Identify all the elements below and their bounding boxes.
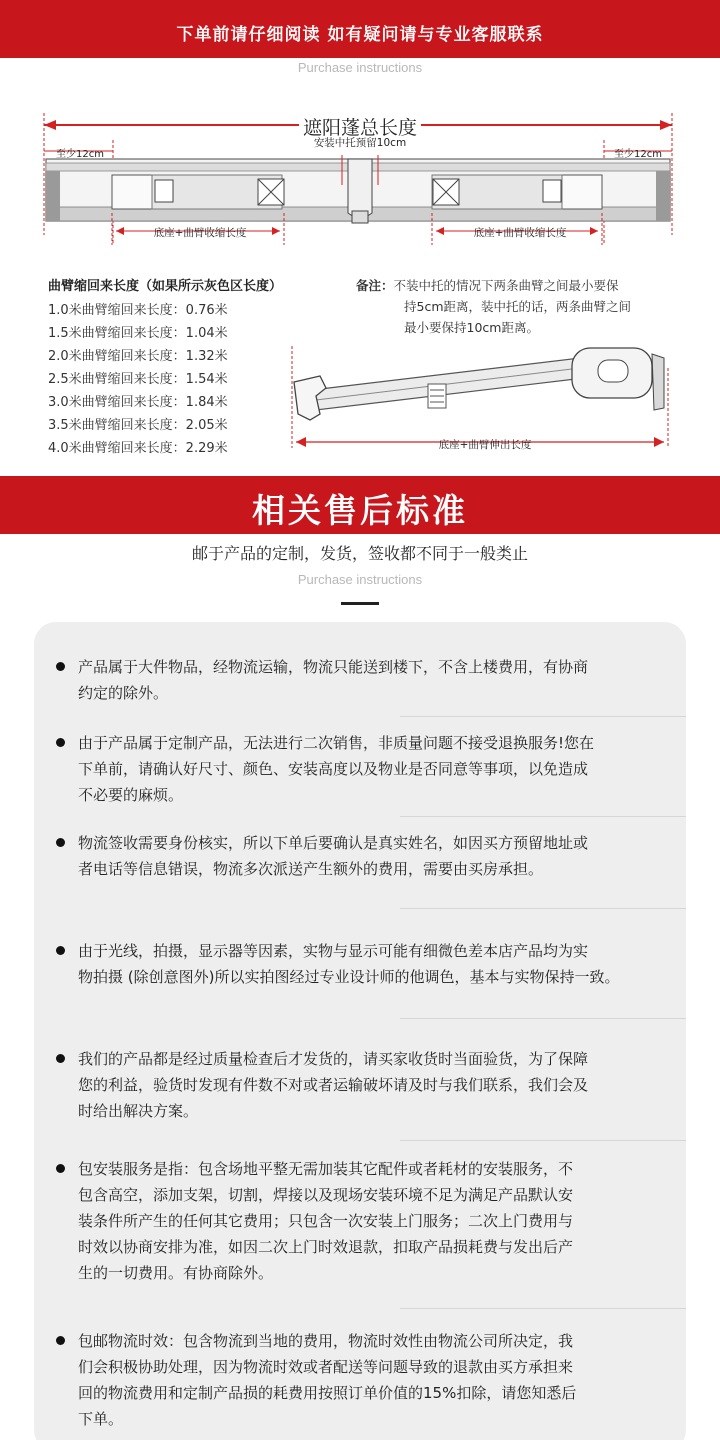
note [356,275,686,338]
rule-line: 您的利益，验货时发现有件数不对或者运输破坏请及时与我们联系，我们会及 [78,1076,589,1094]
note-line: 不装中托的情况下两条曲臂之间最小要保 [393,278,619,293]
bullet-dot [56,1054,65,1063]
rule-line: 下单。 [78,1410,124,1428]
top-banner [0,0,720,58]
retract-heading: 曲臂缩回来长度（如果所示灰色区长度） [48,279,283,294]
retract-row: 3.0米曲臂缩回来长度：1.84米 [48,395,228,410]
rule-item [78,1156,676,1286]
retract-row: 3.5米曲臂缩回来长度：2.05米 [48,418,228,433]
retract-row: 1.0米曲臂缩回来长度：0.76米 [48,303,228,318]
rule-line: 产品属于大件物品，经物流运输，物流只能送到楼下，不含上楼费用，有协商 [78,658,589,676]
retract-row: 2.0米曲臂缩回来长度：1.32米 [48,349,228,364]
rule-line: 时给出解决方案。 [78,1102,199,1120]
subtitle-en: Purchase instructions [297,60,423,75]
separator [400,1308,686,1309]
rule-line: 包含高空，添加支架，切割，焊接以及现场安装环境不足为满足产品默认安 [78,1186,574,1204]
after-sales-banner [0,476,720,534]
rule-line: 生的一切费用。有协商除外。 [78,1264,274,1282]
rule-line: 由于光线，拍摄，显示器等因素，实物与显示可能有细微色差本店产品均为实 [78,942,589,960]
rule-item [78,730,676,808]
rule-line: 时效以协商安排为准，如因二次上门时效退款，扣取产品损耗费与发出后产 [78,1238,574,1256]
retract-row: 2.5米曲臂缩回来长度：1.54米 [48,372,228,387]
retract-table [48,275,282,460]
rule-line: 回的物流费用和定制产品损的耗费用按照订单价值的15%扣除，请您知悉后 [78,1384,577,1402]
separator [400,816,686,817]
rule-line: 物拍摄 (除创意图外)所以实拍图经过专业设计师的他调色，基本与实物保持一致。 [78,968,620,986]
rule-line: 包安装服务是指：包含场地平整无需加装其它配件或者耗材的安装服务，不 [78,1160,574,1178]
after-sales-title: 相关售后标准 [252,491,468,530]
note-line: 持5cm距离，装中托的话，两条曲臂之间 [404,299,632,314]
rule-line: 我们的产品都是经过质量检查后才发货的，请买家收货时当面验货，为了保障 [78,1050,589,1068]
base-left-label: 底座+曲臂收缩长度 [153,227,247,239]
rule-line: 由于产品属于定制产品，无法进行二次销售，非质量问题不接受退换服务!您在 [78,734,595,752]
min-right-label: 至少12cm [614,149,662,160]
separator [400,908,686,909]
banner-text: 下单前请仔细阅读 如有疑问请与专业客服联系 [176,25,544,45]
base-right-label: 底座+曲臂收缩长度 [473,227,567,239]
total-length-text: 遮阳蓬总长度 [299,117,421,139]
separator [400,1018,686,1019]
rule-line: 不必要的麻烦。 [78,786,184,804]
rule-item [78,938,676,990]
bullet-dot [56,1336,65,1345]
rule-item [78,1328,676,1432]
rule-line: 者电话等信息错误，物流多次派送产生额外的费用，需要由买房承担。 [78,860,544,878]
rule-line: 物流签收需要身份核实，所以下单后要确认是真实姓名，如因买方预留地址或 [78,834,589,852]
note-line: 最小要保持10cm距离。 [404,320,539,335]
rule-item [78,830,676,882]
bullet-dot [56,738,65,747]
min-left-label: 至少12cm [56,149,104,160]
rule-line: 装条件所产生的任何其它费用；只包含一次安装上门服务；二次上门费用与 [78,1212,574,1230]
bullet-dot [56,946,65,955]
note-label: 备注： [356,278,394,293]
rule-line: 包邮物流时效：包含物流到当地的费用，物流时效性由物流公司所决定，我 [78,1332,574,1350]
retract-row: 4.0米曲臂缩回来长度：2.29米 [48,441,228,456]
divider-dash [341,602,379,605]
separator [400,716,686,717]
rule-item [78,654,676,706]
rule-line: 约定的除外。 [78,684,169,702]
retract-row: 1.5米曲臂缩回来长度：1.04米 [48,326,228,341]
custom-notice: 邮于产品的定制，发货，签收都不同于一般类止 [191,544,528,563]
bullet-dot [56,1164,65,1173]
middle-support-label: 安装中托预留10cm [313,137,407,149]
bullet-dot [56,662,65,671]
subtitle-en-2: Purchase instructions [297,572,423,587]
arm-extend-label: 底座+曲臂伸出长度 [438,439,532,451]
separator [400,1140,686,1141]
rule-item [78,1046,676,1124]
rule-line: 们会积极协助处理，因为物流时效或者配送等问题导致的退款由买方承担来 [78,1358,574,1376]
rule-line: 下单前，请确认好尺寸、颜色、安装高度以及物业是否同意等事项，以免造成 [78,760,589,778]
bullet-dot [56,838,65,847]
